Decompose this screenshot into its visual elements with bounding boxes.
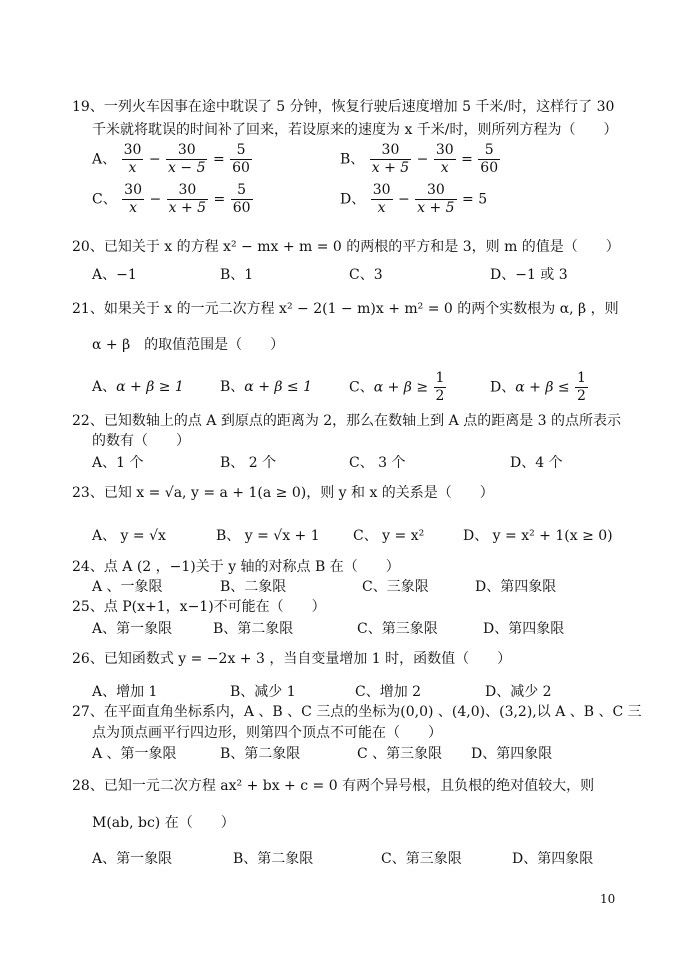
q21-option-c: C、α + β ≥ $\frac{1}{2}$ [349, 370, 445, 404]
q21-line2: α + β 的取值范围是（ ） [92, 337, 285, 353]
q20-option-d: D、−1 或 3 [490, 267, 568, 283]
q27-option-b: B、第二象限 [220, 746, 301, 762]
q26-option-c: C、增加 2 [355, 684, 422, 700]
q26-option-a: A、增加 1 [92, 684, 158, 700]
q21-option-d: D、α + β ≤ $\frac{1}{2}$ [490, 370, 586, 404]
q22-option-b: B、 2 个 [220, 455, 277, 471]
q21-option-b: B、α + β ≤ 1 [220, 379, 313, 395]
q27-option-a: A 、第一象限 [92, 746, 177, 762]
q23-option-b: B、 y = √x + 1 [216, 528, 320, 544]
q24-option-a: A 、一象限 [92, 579, 163, 595]
q28-option-c: C、第三象限 [381, 851, 462, 867]
q19-option-c: C、 $\frac{30}{x}$ − $\frac{30}{x + 5}$ = $\frac{5}{60}$ [92, 182, 251, 216]
fraction: $\frac{5}{60}$ [232, 182, 251, 216]
q19-line2: 千米就将耽误的时间补了回来，若设原来的速度为 x 千米/时，则所列方程为（ ） [92, 122, 618, 138]
fraction: $\frac{1}{2}$ [577, 370, 586, 404]
fraction: $\frac{1}{2}$ [435, 370, 445, 404]
q27-line2: 点为顶点画平行四边形，则第四个顶点不可能在（ ） [92, 725, 442, 741]
q20-option-a: A、−1 [92, 267, 137, 283]
fraction: $\frac{30}{x}$ [124, 182, 142, 216]
q26-option-d: D、减少 2 [485, 684, 552, 700]
q26-stem: 26、已知函数式 y = −2x + 3 ，当自变量增加 1 时，函数值（ ） [72, 651, 512, 667]
q23-stem: 23、已知 x = √a, y = a + 1(a ≥ 0)，则 y 和 x 的关系是（ ） [72, 485, 494, 501]
q20-option-b: B、1 [220, 267, 254, 283]
q25-option-a: A、第一象限 [92, 621, 173, 637]
q20-stem: 20、已知关于 x 的方程 x² − mx + m = 0 的两根的平方和是 3，则 m 的值是（ ） [72, 239, 620, 255]
q25-option-c: C、第三象限 [357, 621, 438, 637]
q22-line1: 22、已知数轴上的点 A 到原点的距离为 2，那么在数轴上到 A 点的距离是 3 的点所表示 [72, 413, 621, 429]
q28-option-b: B、第二象限 [233, 851, 314, 867]
q26-option-b: B、减少 1 [230, 684, 296, 700]
q28-option-d: D、第四象限 [512, 851, 594, 867]
fraction: $\frac{5}{60}$ [232, 142, 250, 176]
q27-option-d: D、第四象限 [471, 746, 553, 762]
q22-option-a: A、1 个 [92, 455, 144, 471]
q21-line1: 21、如果关于 x 的一元二次方程 x² − 2(1 − m)x + m² = 0 的两个实数根为 α, β ，则 [72, 301, 619, 317]
fraction: $\frac{30}{x - 5}$ [168, 142, 206, 176]
q24-option-b: B、二象限 [220, 579, 287, 595]
q19-option-d: D、 $\frac{30}{x}$ − $\frac{30}{x + 5}$ = 5 [340, 182, 488, 216]
option-label: C、 [92, 191, 117, 208]
q23-option-d: D、 y = x² + 1(x ≥ 0) [463, 528, 613, 544]
q23-option-c: C、 y = x² [353, 528, 425, 544]
option-label: A、 [92, 151, 117, 168]
fraction: $\frac{30}{x}$ [372, 182, 391, 216]
q24-option-c: C、三象限 [362, 579, 429, 595]
fraction: $\frac{30}{x}$ [435, 142, 454, 176]
option-label: D、 [340, 191, 366, 208]
q19-option-b: B、 $\frac{30}{x + 5}$ − $\frac{30}{x}$ = $\frac{5}{60}$ [340, 142, 499, 176]
option-label: B、 [340, 151, 365, 168]
q28-option-a: A、第一象限 [92, 851, 173, 867]
q22-option-c: C、 3 个 [349, 455, 406, 471]
fraction: $\frac{5}{60}$ [480, 142, 499, 176]
fraction: $\frac{30}{x}$ [123, 142, 142, 176]
q28-line2: M(ab, bc) 在（ ） [92, 815, 235, 831]
q27-option-c: C 、第三象限 [357, 746, 443, 762]
q21-option-a: A、α + β ≥ 1 [92, 379, 184, 395]
q24-option-d: D、第四象限 [475, 579, 557, 595]
fraction: $\frac{30}{x + 5}$ [168, 182, 207, 216]
fraction: $\frac{30}{x + 5}$ [417, 182, 455, 216]
q22-option-d: D、4 个 [510, 455, 563, 471]
q22-line2: 的数有（ ） [92, 433, 190, 449]
q20-option-c: C、3 [349, 267, 383, 283]
q27-line1: 27、在平面直角坐标系内，A 、B 、C 三点的坐标为(0,0) 、(4,0)、(3,2),以 A 、B 、C 三 [72, 704, 642, 720]
q28-line1: 28、已知一元二次方程 ax² + bx + c = 0 有两个异号根，且负根的绝对值较大，则 [72, 778, 595, 794]
q24-stem: 24、点 A (2 ，−1)关于 y 轴的对称点 B 在（ ） [72, 559, 400, 575]
page-number: 10 [600, 892, 616, 906]
q25-option-b: B、第二象限 [213, 621, 294, 637]
fraction: $\frac{30}{x + 5}$ [371, 142, 410, 176]
q19-option-a: A、 $\frac{30}{x}$ − $\frac{30}{x - 5}$ = $\frac{5}{60}$ [92, 142, 250, 176]
q23-option-a: A、 y = √x [92, 528, 166, 544]
q19-line1: 19、一列火车因事在途中耽误了 5 分钟，恢复行驶后速度增加 5 千米/时，这样行了 30 [72, 99, 615, 115]
q25-option-d: D、第四象限 [483, 621, 565, 637]
q25-stem: 25、点 P(x+1，x−1)不可能在（ ） [72, 599, 326, 615]
